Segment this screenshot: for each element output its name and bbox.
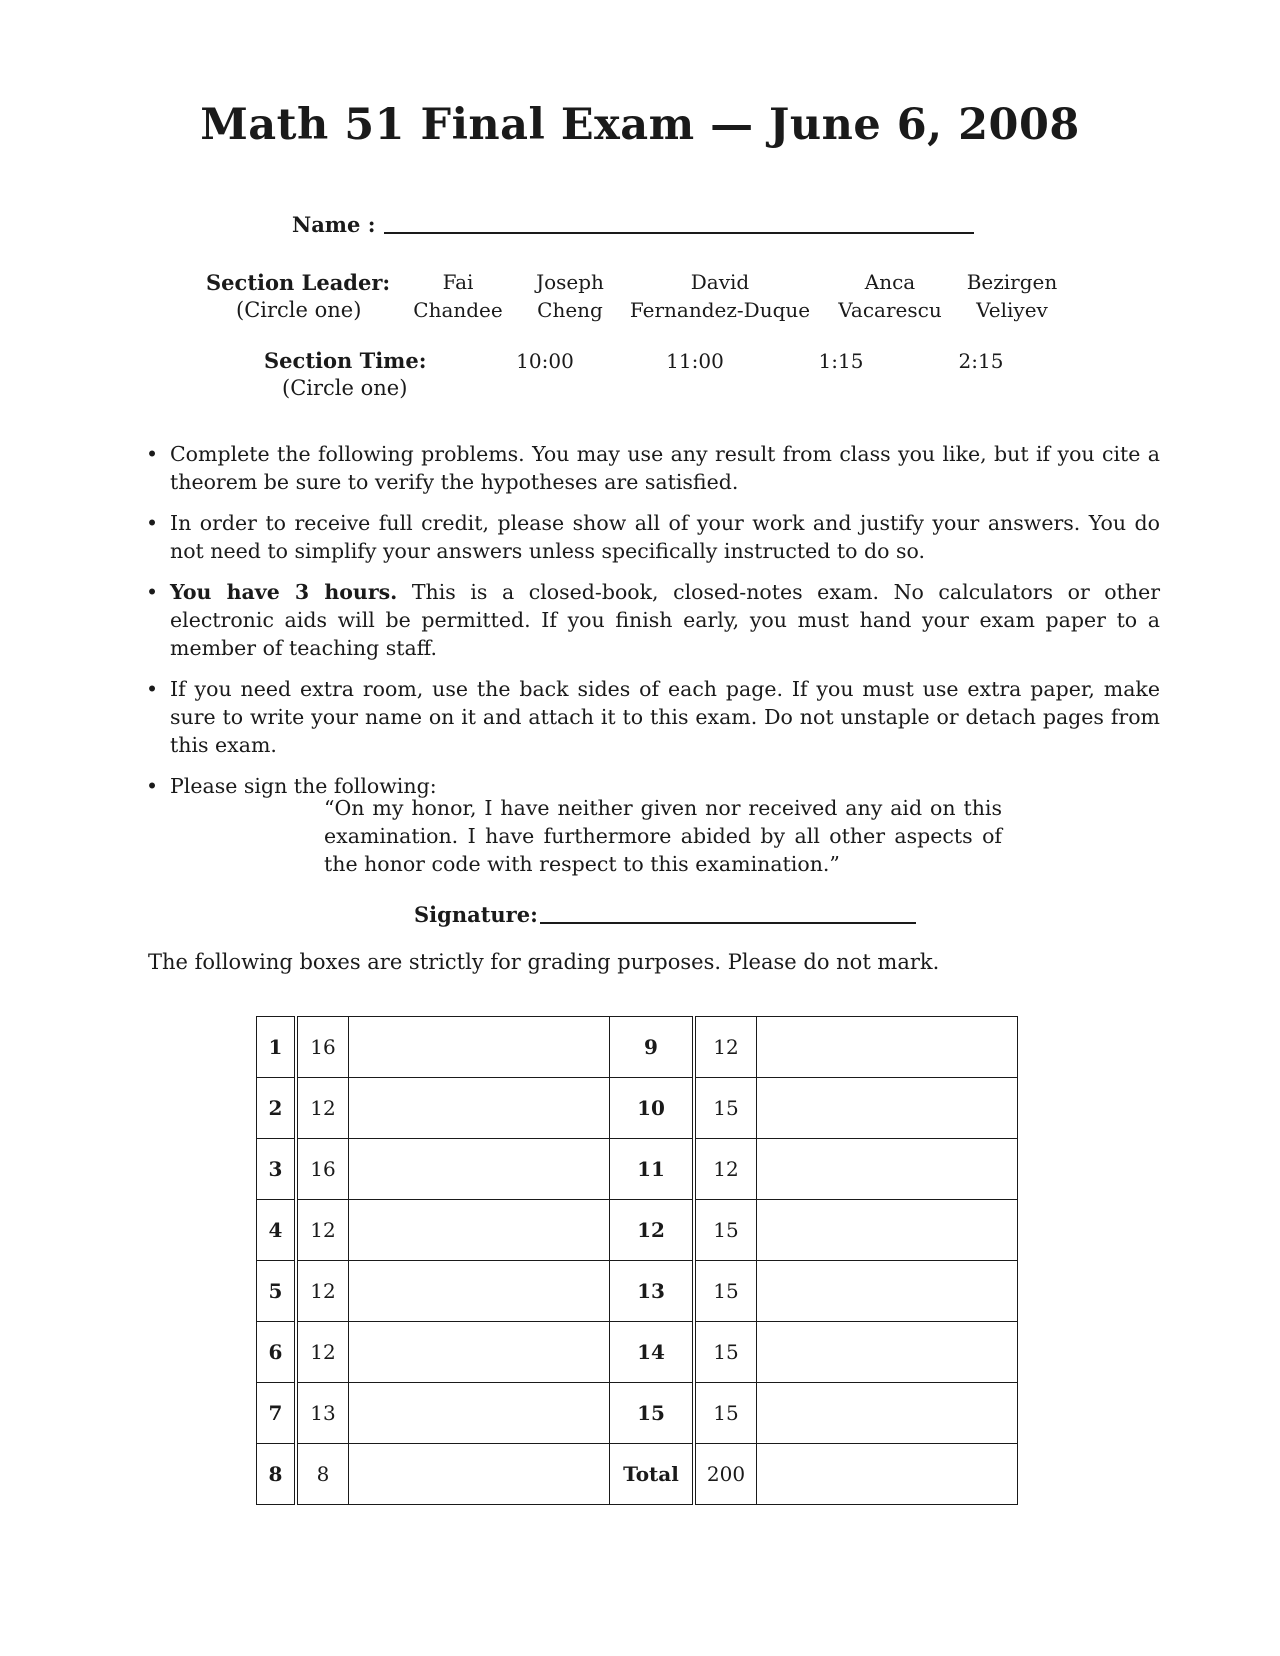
- leader-last-name: Veliyev: [976, 298, 1048, 322]
- question-number: Total: [610, 1444, 695, 1505]
- max-points: 15: [694, 1322, 757, 1383]
- max-points: 12: [296, 1200, 349, 1261]
- question-number: 1: [257, 1017, 297, 1078]
- honor-code-quote: “On my honor, I have neither given nor received any aid on this examination. I have furthermore abided by all other aspects of the honor code with respect to this examination.”: [324, 796, 1002, 876]
- max-points: 16: [296, 1139, 349, 1200]
- max-points: 12: [296, 1261, 349, 1322]
- question-number: 2: [257, 1078, 297, 1139]
- score-box[interactable]: [349, 1017, 610, 1078]
- leader-first-name: Anca: [864, 270, 916, 294]
- grading-note: The following boxes are strictly for grading purposes. Please do not mark.: [148, 950, 940, 974]
- max-points: 15: [694, 1200, 757, 1261]
- bullet-icon: •: [146, 677, 159, 701]
- bullet-icon: •: [146, 580, 159, 604]
- signature-label: Signature:: [414, 902, 538, 927]
- max-points: 12: [694, 1017, 757, 1078]
- score-box[interactable]: [757, 1444, 1018, 1505]
- grading-table: [256, 1016, 1018, 1505]
- instruction-item: • You have 3 hours. This is a closed-book, closed-notes exam. No calculators or other electronic aids will be permitted. If you finish early, you must hand your exam paper to a member of teaching staff.: [146, 580, 1160, 660]
- score-box[interactable]: [349, 1261, 610, 1322]
- max-points: 200: [694, 1444, 757, 1505]
- max-points: 12: [296, 1078, 349, 1139]
- leader-option-vacarescu[interactable]: [830, 270, 950, 322]
- table-row: [257, 1139, 1018, 1200]
- time-option-115[interactable]: 1:15: [818, 349, 864, 373]
- bullet-icon: •: [146, 442, 159, 466]
- name-label: Name :: [292, 212, 376, 237]
- table-row: [257, 1078, 1018, 1139]
- leader-last-name: Vacarescu: [838, 298, 942, 322]
- section-time-sublabel: (Circle one): [282, 376, 408, 400]
- max-points: 15: [694, 1383, 757, 1444]
- time-option-1000[interactable]: 10:00: [516, 349, 574, 373]
- instruction-item: • Please sign the following:: [146, 774, 437, 798]
- leader-option-fernandez-duque[interactable]: [620, 270, 820, 322]
- score-box[interactable]: [757, 1078, 1018, 1139]
- max-points: 12: [694, 1139, 757, 1200]
- instruction-item: • In order to receive full credit, please show all of your work and justify your answers. You do not need to simplify your answers unless specifically instructed to do so.: [146, 511, 1160, 563]
- table-row: [257, 1444, 1018, 1505]
- table-row: [257, 1261, 1018, 1322]
- question-number: 11: [610, 1139, 695, 1200]
- question-number: 3: [257, 1139, 297, 1200]
- bullet-icon: •: [146, 511, 159, 535]
- table-row: [257, 1322, 1018, 1383]
- question-number: 12: [610, 1200, 695, 1261]
- leader-first-name: Bezirgen: [966, 270, 1058, 294]
- score-box[interactable]: [349, 1139, 610, 1200]
- time-option-215[interactable]: 2:15: [958, 349, 1004, 373]
- question-number: 13: [610, 1261, 695, 1322]
- question-number: 5: [257, 1261, 297, 1322]
- time-option-1100[interactable]: 11:00: [666, 349, 724, 373]
- question-number: 7: [257, 1383, 297, 1444]
- score-box[interactable]: [349, 1322, 610, 1383]
- max-points: 13: [296, 1383, 349, 1444]
- score-box[interactable]: [757, 1017, 1018, 1078]
- question-number: 9: [610, 1017, 695, 1078]
- score-box[interactable]: [757, 1261, 1018, 1322]
- section-leader-label: Section Leader:: [206, 270, 391, 295]
- leader-last-name: Fernandez-Duque: [629, 298, 811, 322]
- score-box[interactable]: [349, 1200, 610, 1261]
- instructions-list: [146, 440, 1160, 813]
- score-box[interactable]: [757, 1383, 1018, 1444]
- question-number: 10: [610, 1078, 695, 1139]
- leader-first-name: Joseph: [536, 270, 604, 294]
- leader-last-name: Chandee: [413, 298, 503, 322]
- question-number: 4: [257, 1200, 297, 1261]
- table-row: [257, 1200, 1018, 1261]
- instruction-item: • Complete the following problems. You may use any result from class you like, but if you cite a theorem be sure to verify the hypotheses are satisfied.: [146, 442, 1160, 494]
- leader-option-chandee[interactable]: [398, 270, 518, 322]
- max-points: 12: [296, 1322, 349, 1383]
- max-points: 15: [694, 1078, 757, 1139]
- section-time-label: Section Time:: [264, 348, 427, 373]
- max-points: 16: [296, 1017, 349, 1078]
- leader-first-name: David: [690, 270, 750, 294]
- leader-option-cheng[interactable]: [510, 270, 630, 322]
- question-number: 15: [610, 1383, 695, 1444]
- max-points: 15: [694, 1261, 757, 1322]
- max-points: 8: [296, 1444, 349, 1505]
- question-number: 8: [257, 1444, 297, 1505]
- score-box[interactable]: [349, 1383, 610, 1444]
- bullet-icon: •: [146, 774, 159, 798]
- score-box[interactable]: [757, 1200, 1018, 1261]
- signature-line[interactable]: [540, 922, 916, 924]
- instruction-item: • If you need extra room, use the back sides of each page. If you must use extra paper, make sure to write your name on it and attach it to this exam. Do not unstaple or detach pages from this exam.: [146, 677, 1160, 757]
- leader-first-name: Fai: [442, 270, 474, 294]
- leader-option-veliyev[interactable]: [952, 270, 1072, 322]
- score-box[interactable]: [349, 1444, 610, 1505]
- leader-last-name: Cheng: [537, 298, 603, 322]
- score-box[interactable]: [349, 1078, 610, 1139]
- table-row: [257, 1383, 1018, 1444]
- question-number: 14: [610, 1322, 695, 1383]
- name-line[interactable]: [384, 232, 974, 234]
- table-row: [257, 1017, 1018, 1078]
- question-number: 6: [257, 1322, 297, 1383]
- score-box[interactable]: [757, 1322, 1018, 1383]
- page-title: Math 51 Final Exam — June 6, 2008: [200, 100, 1080, 150]
- section-leader-sublabel: (Circle one): [236, 298, 362, 322]
- score-box[interactable]: [757, 1139, 1018, 1200]
